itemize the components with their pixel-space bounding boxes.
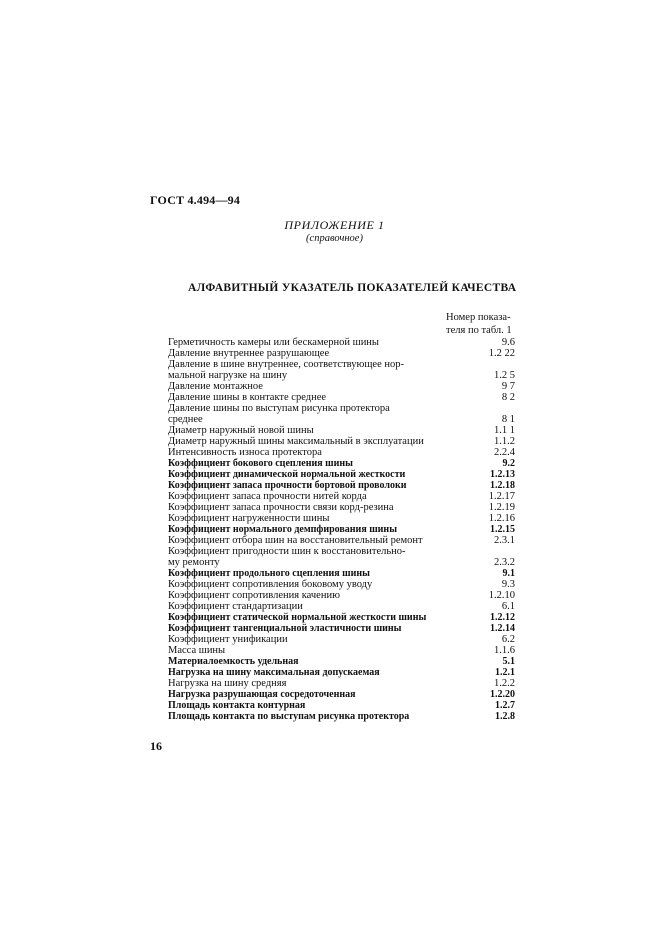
- appendix-heading: [0, 219, 661, 245]
- entry-text: Герметичность камеры или бескамерной шины: [168, 337, 379, 348]
- entry-number: 5.1: [502, 656, 515, 667]
- entry-number: 8 2: [501, 392, 515, 403]
- index-entry: [168, 337, 528, 348]
- entry-number: 1.1 1: [494, 425, 515, 436]
- entry-text: Давление шины в контакте среднее: [168, 392, 327, 403]
- index-entries: [168, 337, 528, 722]
- index-entry: [168, 711, 528, 722]
- entry-text: Коэффициент запаса прочности связи корд-резина: [168, 502, 394, 513]
- entry-number: 1.2.12: [490, 612, 515, 623]
- index-entry: [168, 502, 528, 513]
- entry-number: 6.1: [501, 601, 515, 612]
- appendix-subtitle: (справочное): [306, 233, 363, 244]
- entry-text: Коэффициент сопротивления боковому уводу: [168, 579, 373, 590]
- entry-text: Коэффициент бокового сцепления шины: [168, 458, 353, 469]
- entry-number: 1.2.8: [495, 711, 515, 722]
- index-entry: [168, 447, 528, 458]
- entry-number: 1.2.1: [495, 667, 515, 678]
- entry-text: Давление в шине внутреннее, соответствующее нор-: [168, 359, 404, 370]
- entry-number: 1.2.18: [490, 480, 515, 491]
- entry-number: 1.2.16: [488, 513, 515, 524]
- page-number: 16: [150, 739, 162, 753]
- entry-text: Давление внутреннее разрушающее: [168, 348, 330, 359]
- index-entry: [168, 546, 528, 557]
- entry-text: Давление монтажное: [168, 381, 263, 392]
- entry-text: Коэффициент продольного сцепления шины: [168, 568, 370, 579]
- entry-number: 9.2: [502, 458, 515, 469]
- index-entry: [168, 689, 528, 700]
- entry-number: 9.3: [501, 579, 515, 590]
- entry-number: 1.2.10: [488, 590, 515, 601]
- index-entry: [168, 414, 528, 425]
- index-title: АЛФАВИТНЫЙ УКАЗАТЕЛЬ ПОКАЗАТЕЛЕЙ КАЧЕСТВА: [188, 282, 517, 294]
- standard-number: ГОСТ 4.494—94: [150, 193, 241, 207]
- index-entry: [168, 469, 528, 480]
- entry-text: Коэффициент пригодности шин к восстановительно-: [168, 546, 406, 557]
- column-header: [446, 311, 512, 337]
- entry-text: Коэффициент динамической нормальной жесткости: [168, 469, 406, 480]
- entry-number: 2.3.2: [494, 557, 515, 568]
- index-entry: [168, 491, 528, 502]
- index-entry: [168, 634, 528, 645]
- entry-text: Коэффициент запаса прочности бортовой проволоки: [168, 480, 407, 491]
- entry-text: Площадь контакта по выступам рисунка протектора: [168, 711, 410, 722]
- index-entry: [168, 381, 528, 392]
- index-entry: [168, 601, 528, 612]
- entry-number: 1.2.13: [490, 469, 515, 480]
- entry-text: Масса шины: [168, 645, 226, 656]
- index-entry: [168, 535, 528, 546]
- index-entry: [168, 612, 528, 623]
- entry-text: Коэффициент стандартизации: [168, 601, 303, 612]
- index-entry: [168, 568, 528, 579]
- entry-number: 1.2 5: [494, 370, 515, 381]
- index-entry: [168, 645, 528, 656]
- index-entry: [168, 579, 528, 590]
- appendix-title: ПРИЛОЖЕНИЕ 1: [284, 218, 385, 232]
- entry-text: мальной нагрузке на шину: [168, 370, 288, 381]
- entry-number: 1.1.6: [494, 645, 515, 656]
- index-entry: [168, 656, 528, 667]
- entry-number: 8 1: [501, 414, 515, 425]
- entry-text: му ремонту: [168, 557, 220, 568]
- index-entry: [168, 590, 528, 601]
- entry-text: Коэффициент запаса прочности нитей корда: [168, 491, 367, 502]
- entry-text: Диаметр наружный новой шины: [168, 425, 314, 436]
- entry-text: Коэффициент статической нормальной жесткости шины: [168, 612, 427, 623]
- entry-text: Площадь контакта контурная: [168, 700, 306, 711]
- entry-text: Нагрузка на шину максимальная допускаемая: [168, 667, 380, 678]
- entry-text: среднее: [168, 414, 203, 425]
- index-entry: [168, 667, 528, 678]
- entry-number: 1.2 22: [488, 348, 515, 359]
- column-header-line-2: теля по табл. 1: [446, 325, 512, 336]
- entry-text: Интенсивность износа протектора: [168, 447, 322, 458]
- index-entry: [168, 557, 528, 568]
- index-entry: [168, 480, 528, 491]
- entry-text: Коэффициент сопротивления качению: [168, 590, 340, 601]
- entry-number: 2.2.4: [494, 447, 515, 458]
- entry-text: Коэффициент отбора шин на восстановительный ремонт: [168, 535, 423, 546]
- index-entry: [168, 370, 528, 381]
- entry-text: Коэффициент нагруженности шины: [168, 513, 330, 524]
- index-entry: [168, 678, 528, 689]
- index-entry: [168, 392, 528, 403]
- entry-number: 1.2.19: [488, 502, 515, 513]
- entry-text: Нагрузка разрушающая сосредоточенная: [168, 689, 356, 700]
- entry-number: 1.1.2: [494, 436, 515, 447]
- index-entry: [168, 436, 528, 447]
- entry-number: 1.2.7: [495, 700, 515, 711]
- entry-number: 1.2.15: [490, 524, 515, 535]
- index-entry: [168, 348, 528, 359]
- index-entry: [168, 425, 528, 436]
- entry-number: 1.2.20: [490, 689, 515, 700]
- entry-text: Материалоемкость удельная: [168, 656, 299, 667]
- entry-text: Нагрузка на шину средняя: [168, 678, 287, 689]
- entry-text: Диаметр наружный шины максимальный в эксплуатации: [168, 436, 424, 447]
- entry-number: 1.2.2: [494, 678, 515, 689]
- index-entry: [168, 403, 528, 414]
- index-entry: [168, 623, 528, 634]
- entry-number: 1.2.14: [490, 623, 515, 634]
- index-entry: [168, 700, 528, 711]
- index-entry: [168, 458, 528, 469]
- entry-text: Коэффициент унификации: [168, 634, 288, 645]
- index-entry: [168, 513, 528, 524]
- entry-number: 2.3.1: [494, 535, 515, 546]
- entry-number: 1.2.17: [488, 491, 515, 502]
- entry-text: Коэффициент тангенциальной эластичности шины: [168, 623, 402, 634]
- index-entry: [168, 359, 528, 370]
- entry-text: Давление шины по выступам рисунка протектора: [168, 403, 390, 414]
- entry-number: 9 7: [501, 381, 515, 392]
- entry-number: 6.2: [501, 634, 515, 645]
- entry-number: 9.1: [502, 568, 515, 579]
- column-header-line-1: Номер показа-: [446, 312, 511, 323]
- index-entry: [168, 524, 528, 535]
- entry-text: Коэффициент нормального демпфирования шины: [168, 524, 397, 535]
- entry-number: 9.6: [501, 337, 515, 348]
